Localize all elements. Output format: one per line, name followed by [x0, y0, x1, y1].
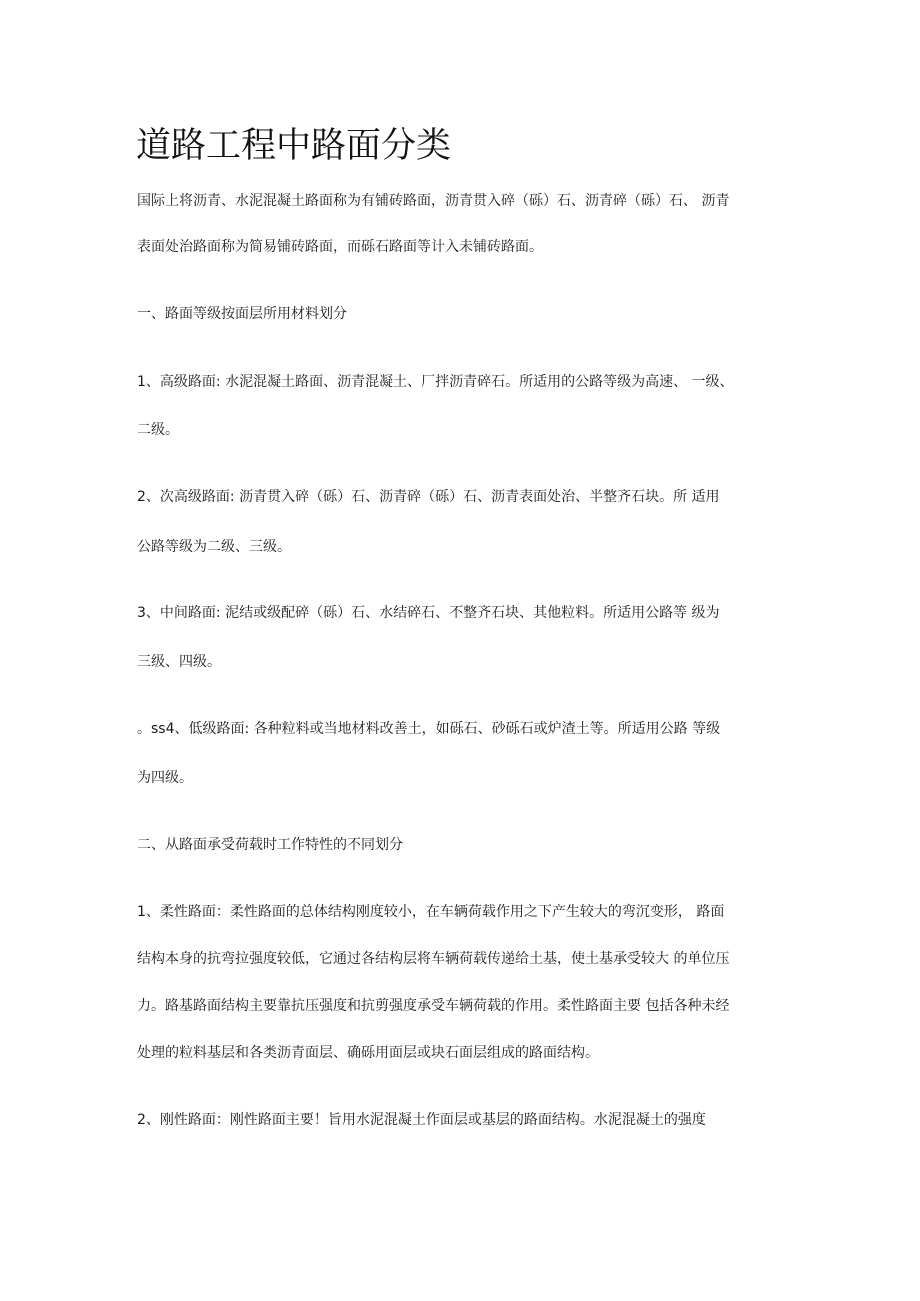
paragraph-line: 3、中间路面: 泥结或级配碎（砾）石、水结碎石、不整齐石块、其他粒料。所适用公路等 级为 — [137, 605, 720, 621]
paragraph-line: 公路等级为二级、三级。 — [137, 539, 291, 555]
paragraph-line: 国际上将沥青、水泥混凝土路面称为有铺砖路面，沥青贯入碎（砾）石、沥青碎（砾）石、 沥青 — [137, 193, 730, 209]
section-heading: 二、从路面承受荷载时工作特性的不同划分 — [137, 837, 403, 853]
paragraph-line: 力。路基路面结构主要靠抗压强度和抗剪强度承受车辆荷载的作用。柔性路面主要 包括各种未经 — [137, 998, 730, 1014]
paragraph-line: 1、高级路面: 水泥混凝土路面、沥青混凝土、厂拌沥青碎石。所适用的公路等级为高速、 一级、 — [137, 374, 734, 390]
paragraph-line: 二级。 — [137, 422, 179, 438]
paragraph-line: 。ss4、低级路面: 各种粒料或当地材料改善土，如砾石、砂砾石或炉渣土等。所适用公路 等级 — [137, 721, 721, 737]
paragraph-line: 结构本身的抗弯拉强度较低，它通过各结构层将车辆荷载传递给土基，使土基承受较大 的单位压 — [137, 951, 730, 967]
paragraph-line: 表面处治路面称为简易铺砖路面，而砾石路面等计入未铺砖路面。 — [137, 239, 543, 255]
paragraph-line: 2、刚性路面：刚性路面主要！旨用水泥混凝土作面层或基层的路面结构。水泥混凝土的强度 — [137, 1112, 706, 1128]
paragraph-line: 1、柔性路面：柔性路面的总体结构刚度较小，在车辆荷载作用之下产生较大的弯沉变形， 路面 — [137, 904, 725, 920]
section-heading: 一、路面等级按面层所用材料划分 — [137, 306, 347, 322]
paragraph-line: 为四级。 — [137, 770, 193, 786]
paragraph-line: 处理的粒料基层和各类沥青面层、确砾用面层或块石面层组成的路面结构。 — [137, 1045, 599, 1061]
paragraph-line: 2、次高级路面: 沥青贯入碎（砾）石、沥青碎（砾）石、沥青表面处治、半整齐石块。所 适用 — [137, 489, 720, 505]
document-title: 道路工程中路面分类 — [136, 126, 452, 166]
paragraph-line: 三级、四级。 — [137, 654, 221, 670]
